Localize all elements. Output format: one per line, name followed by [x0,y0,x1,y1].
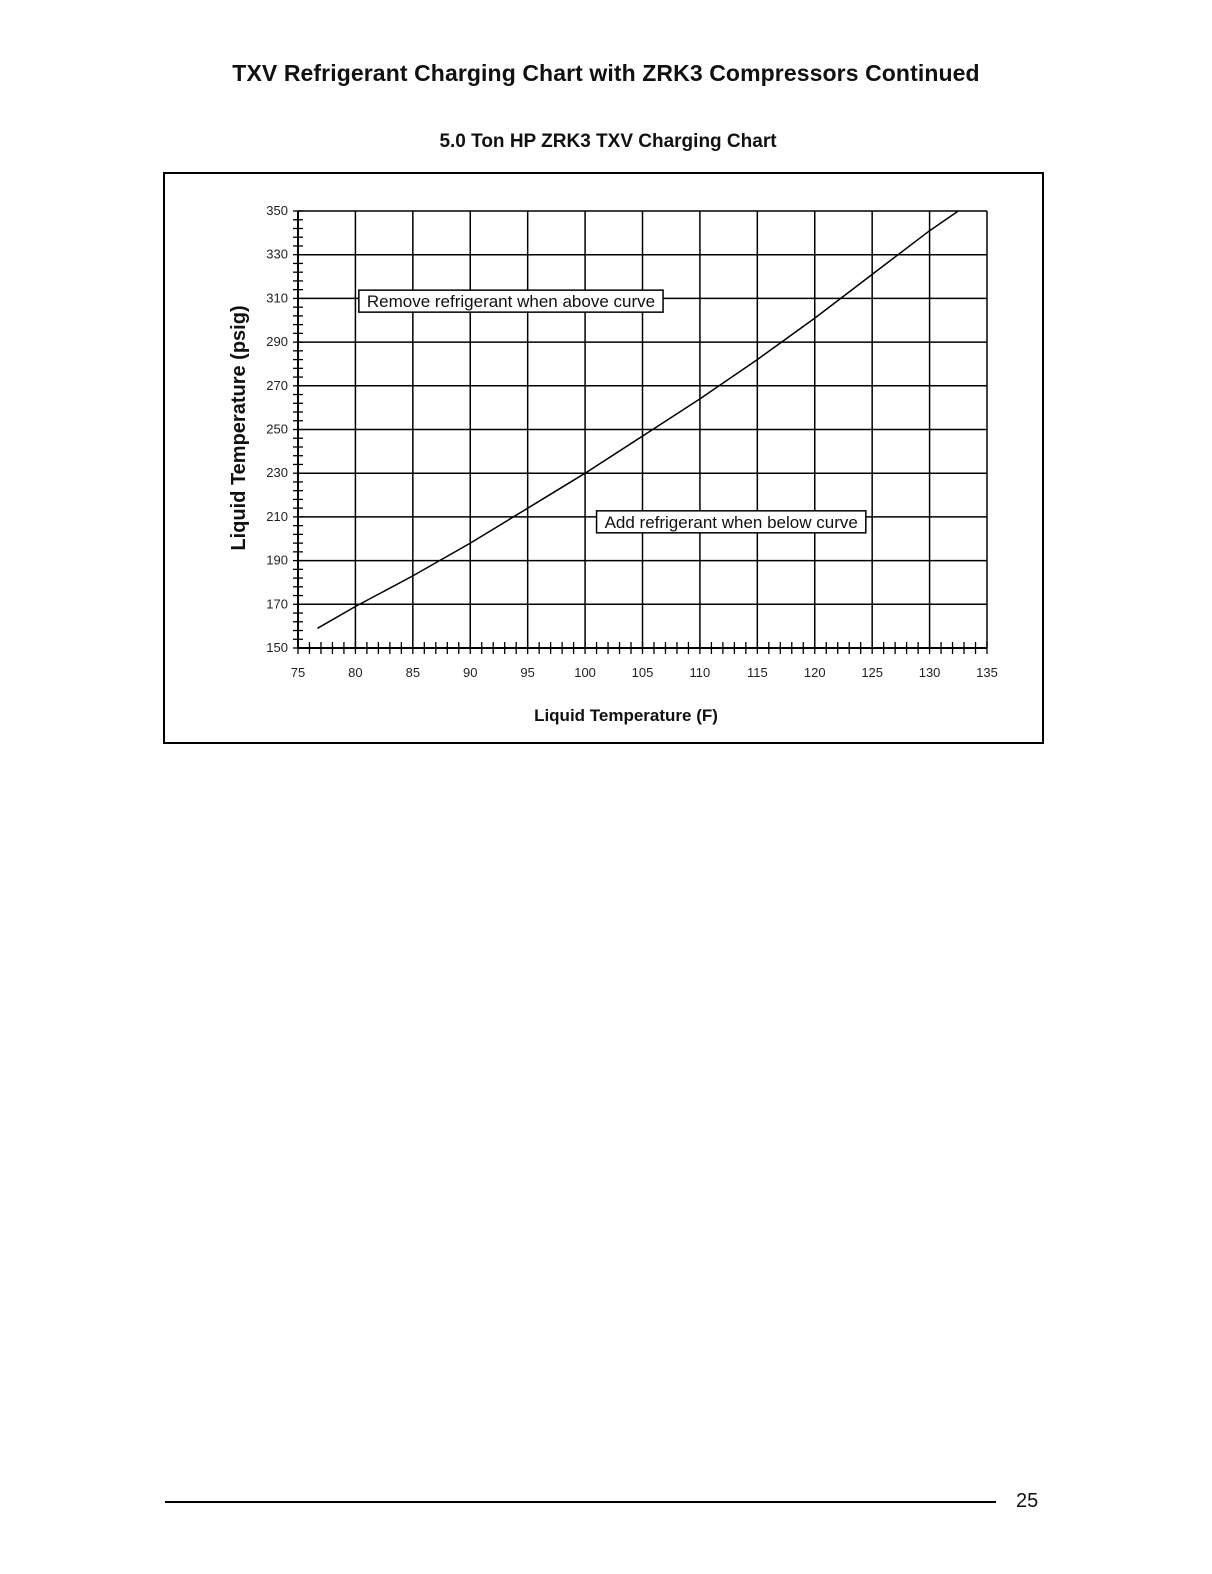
x-tick-label-120: 120 [803,665,826,680]
y-tick-label-150: 150 [266,640,288,655]
minor-ticks [293,211,987,654]
annotation-text: Add refrigerant when below curve [604,512,858,532]
x-tick-label-130: 130 [918,665,941,680]
x-tick-label-90: 90 [463,665,478,680]
y-tick-label-270: 270 [266,377,288,393]
x-tick-label-110: 110 [689,665,711,680]
charging-curve-layer [318,211,959,628]
chart-frame [163,172,1044,744]
footer-rule [165,1501,996,1503]
x-axis-label: Liquid Temperature (F) [534,706,718,725]
annotation-add [597,511,866,533]
x-tick-label-75: 75 [290,665,306,680]
page-title: TXV Refrigerant Charging Chart with ZRK3 Compressors Continued [232,60,980,86]
y-tick-label-170: 170 [266,596,288,612]
annotation-remove [359,290,663,312]
page-number: 25 [1016,1490,1039,1512]
y-tick-label-210: 210 [266,508,288,524]
y-tick-label-330: 330 [266,246,288,262]
y-tick-label-350: 350 [266,203,288,218]
y-tick-label-250: 250 [266,421,288,437]
x-tick-label-125: 125 [861,665,884,680]
annotations [359,290,866,533]
x-tick-label-100: 100 [574,665,596,680]
x-tick-label-135: 135 [976,665,998,680]
x-tick-label-105: 105 [631,665,654,680]
chart-title: 5.0 Ton HP ZRK3 TXV Charging Chart [439,131,777,152]
y-tick-label-230: 230 [266,465,288,481]
annotation-text: Remove refrigerant when above curve [366,292,656,312]
x-tick-label-80: 80 [348,665,363,680]
x-tick-label-95: 95 [520,665,535,680]
x-tick-label-85: 85 [405,665,421,680]
charging-curve [318,211,959,628]
charging-chart [165,174,1042,742]
tick-labels [266,203,998,680]
y-tick-label-290: 290 [266,334,288,350]
x-tick-label-115: 115 [746,665,768,680]
y-tick-label-190: 190 [266,552,288,568]
y-tick-label-310: 310 [266,290,288,306]
y-axis-label: Liquid Temperature (psig) [228,305,250,551]
